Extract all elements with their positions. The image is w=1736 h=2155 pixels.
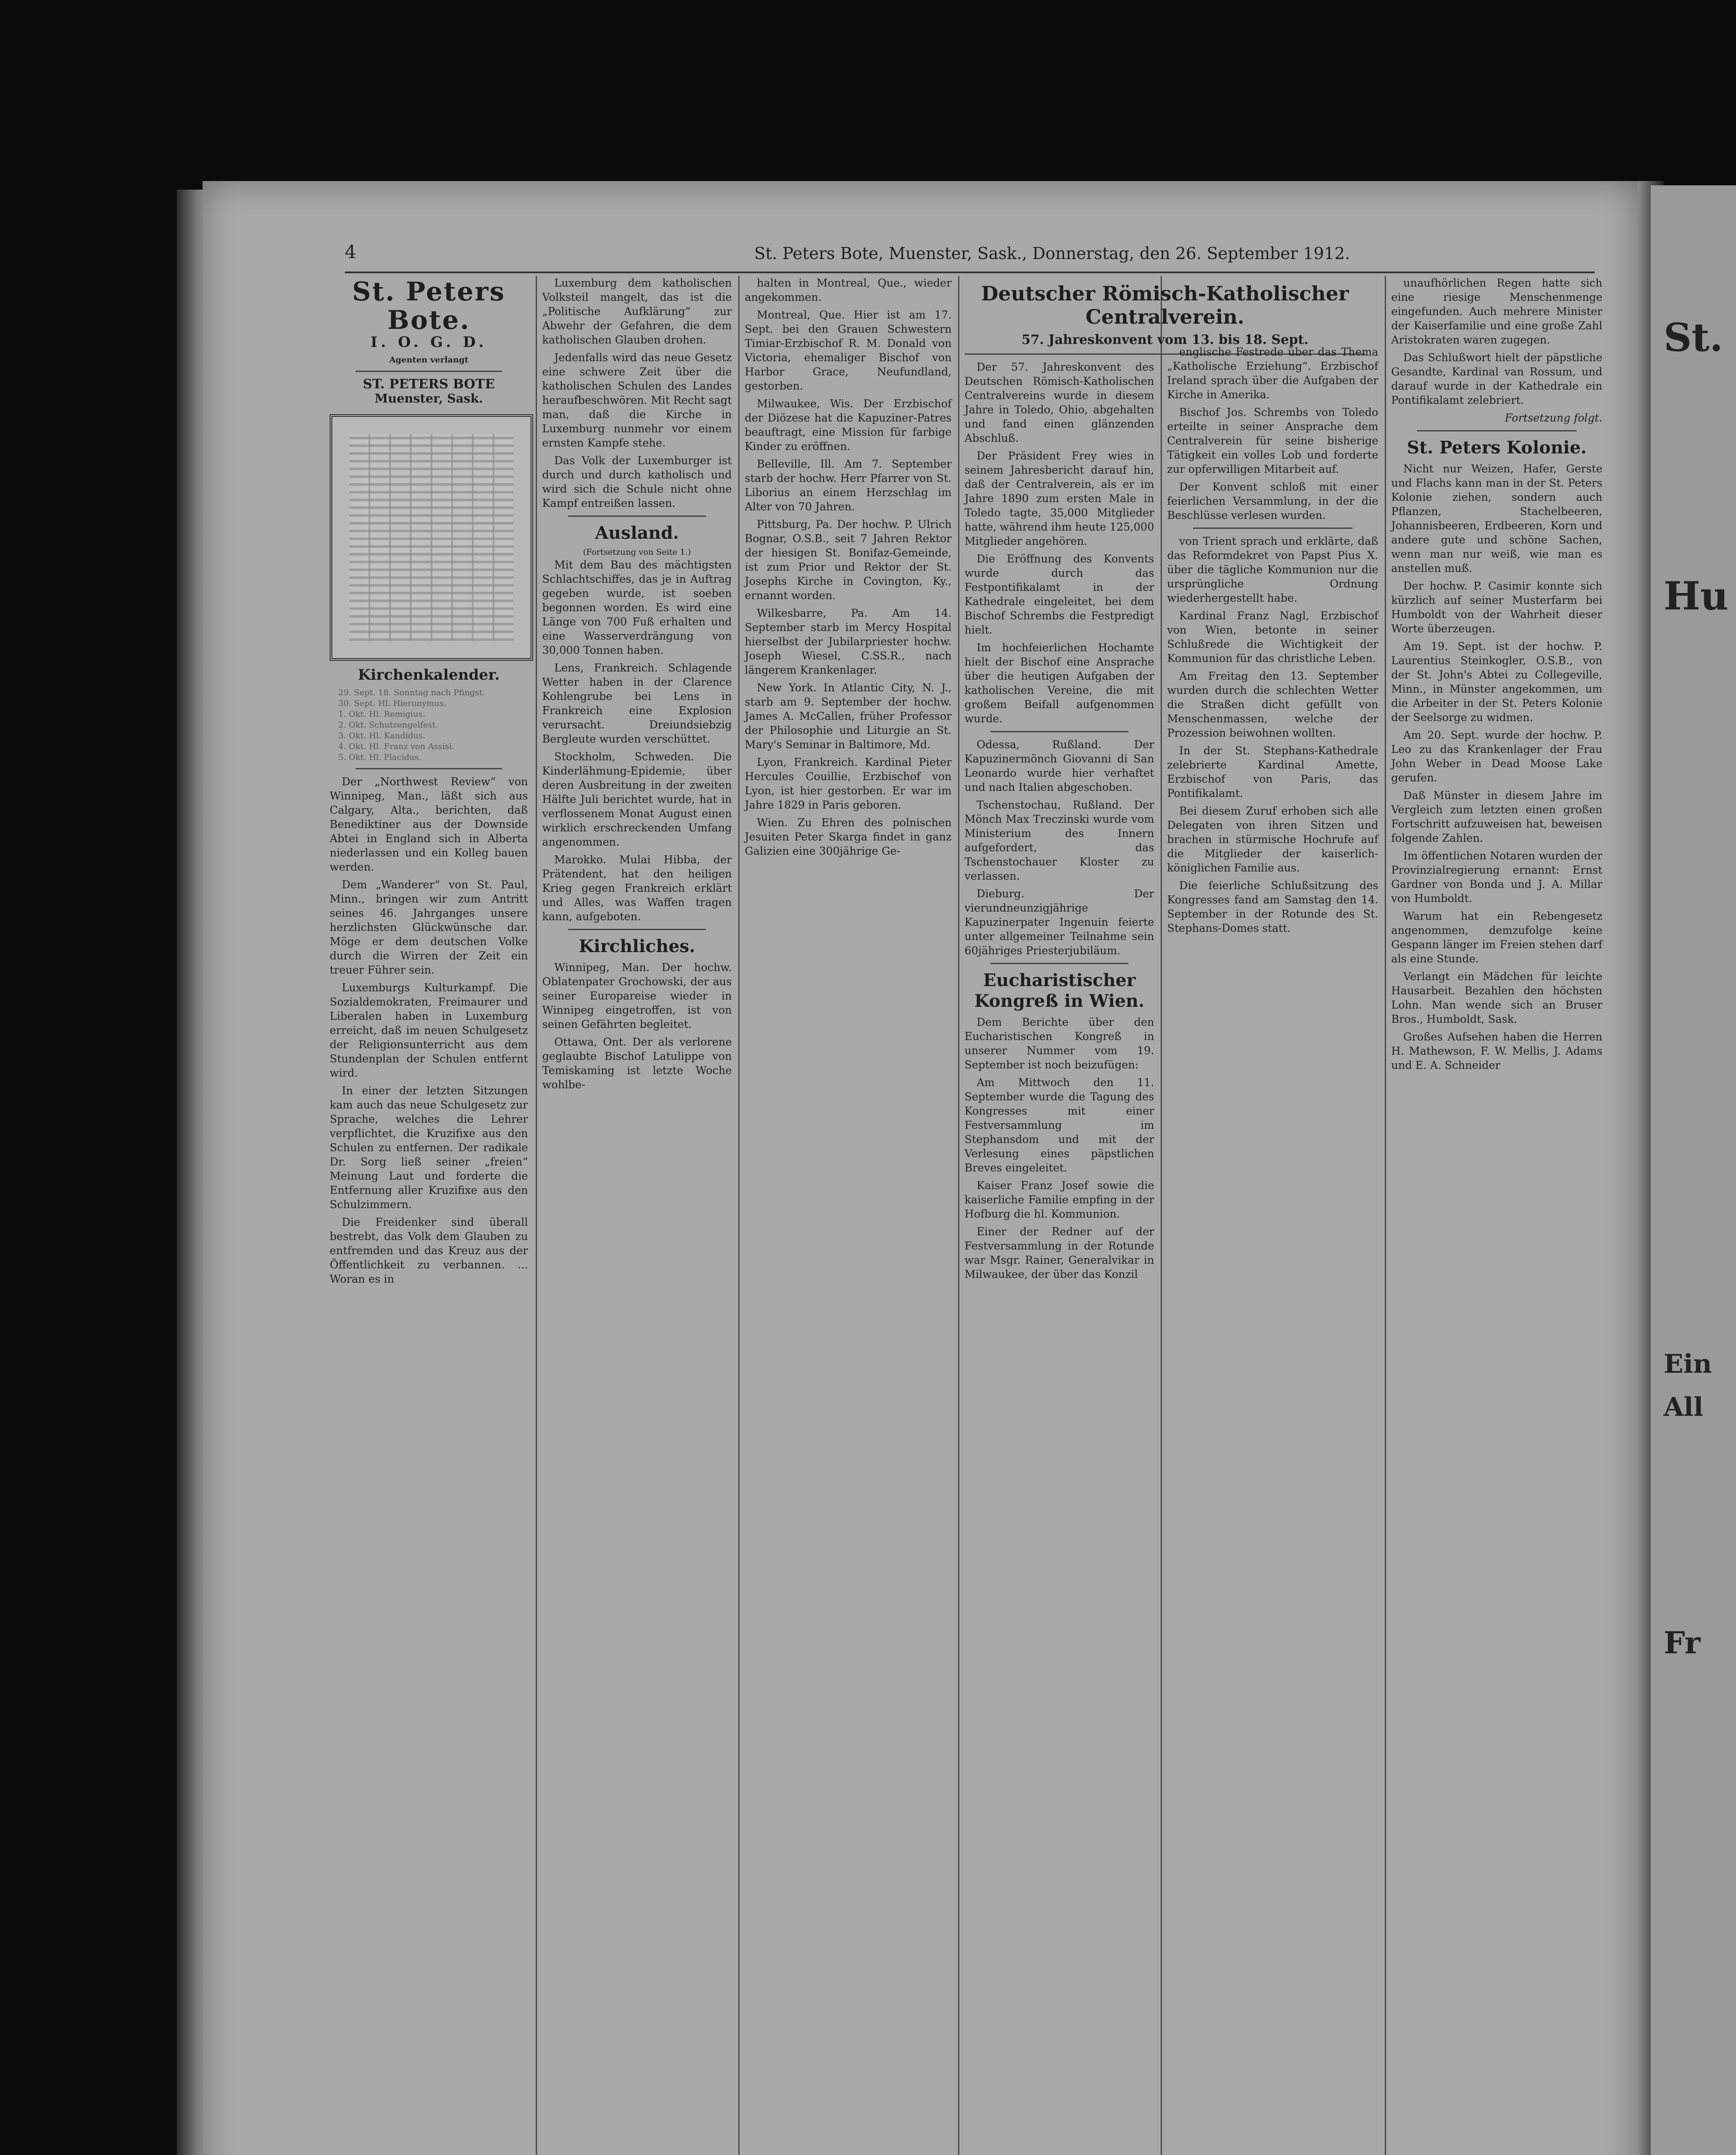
- article-paragraph: Verlangt ein Mädchen für leichte Hausarbeit. Bezahlen den höchsten Lohn. Man wende sich an Bruser Bros., Humboldt, Sask.: [1391, 970, 1602, 1025]
- article-paragraph: Dem „Wanderer“ von St. Paul, Minn., bringen wir zum Antritt seines 46. Jahrganges unsere herzlichsten Glückwünsche dar. Möge er dem deutschen Volke durch die Wirren der Zeit ein treuer Führer sein.: [330, 878, 528, 976]
- article-paragraph: Wien. Zu Ehren des polnischen Jesuiten Peter Skarga findet in ganz Galizien eine 300jährige Ge-: [745, 816, 952, 857]
- article-paragraph: Der Konvent schloß mit einer feierlichen Versammlung, in der die Beschlüsse verlesen wurden.: [1167, 481, 1378, 522]
- article-paragraph: Bei diesem Zuruf erhoben sich alle Delegaten von ihren Sitzen und brachen in stürmische Hochrufe auf die Mitglieder der kaiserlich-königlichen Familie aus.: [1167, 805, 1378, 874]
- calendar-entry: 3. Okt. Hl. Kandidus.: [338, 731, 425, 740]
- article-paragraph: Die feierliche Schlußsitzung des Kongresses fand am Samstag den 14. September in der Rotunde des St. Stephans-Domes statt.: [1167, 879, 1378, 934]
- adjacent-fragment: Fr: [1664, 1625, 1701, 1661]
- article-paragraph: Daß Münster in diesem Jahre im Vergleich zum letzten einen großen Fortschritt aufzuweisen hat, beweisen folgende Zahlen.: [1391, 789, 1602, 844]
- article-paragraph: Am 20. Sept. wurde der hochw. P. Leo zu das Krankenlager der Frau John Weber in Dead Moose Lake gerufen.: [1391, 729, 1602, 784]
- calendar-list: [338, 687, 528, 763]
- article-paragraph: Pittsburg, Pa. Der hochw. P. Ulrich Bognar, O.S.B., seit 7 Jahren Rektor der hiesigen St. Bonifaz-Gemeinde, ist zum Prior und Rektor der St. Josephs Kirche in Covington, Ky., ernannt worden.: [745, 518, 952, 602]
- article-paragraph: Das Volk der Luxemburger ist durch und durch katholisch und wird sich die Schule nicht ohne Kampf entreißen lassen.: [542, 454, 732, 509]
- calendar-entry: 1. Okt. Hl. Remigius.: [338, 709, 425, 719]
- article-paragraph: Einer der Redner auf der Festversammlung in der Rotunde war Msgr. Rainer, Generalvikar in Milwaukee, der über das Konzil: [965, 1225, 1154, 1281]
- article-paragraph: Die Eröffnung des Konvents wurde durch das Festpontifikalamt in der Kathedrale eingeleitet, bei dem Bischof Schrembs die Festpredigt hielt.: [965, 553, 1154, 636]
- article-paragraph: Montreal, Que. Hier ist am 17. Sept. bei den Grauen Schwestern Timiar-Erzbischof R. M. Donald von Victoria, ehemaliger Bischof von Harbor Grace, Neufundland, gestorben.: [745, 309, 952, 392]
- continued-note: (Fortsetzung von Seite 1.): [583, 547, 691, 557]
- adjacent-fragment: Ein: [1664, 1349, 1712, 1379]
- publisher-name: ST. PETERS BOTE: [363, 377, 495, 392]
- section-heading-kolonie: St. Peters Kolonie.: [1407, 437, 1587, 458]
- article-paragraph: Mit dem Bau des mächtigsten Schlachtschiffes, das je in Auftrag gegeben wurde, ist soeben begonnen worden. Es wird eine Länge von 700 Fuß erhalten und eine Wasserverdrängung von 30,000 Tonnen haben.: [542, 559, 732, 656]
- article-paragraph: Am Freitag den 13. September wurden durch die schlechten Wetter die Straßen dicht gefüllt von Menschenmassen, welche der Prozession beiwohnen wollten.: [1167, 670, 1378, 739]
- page-number: 4: [345, 241, 356, 262]
- calendar-entry: 29. Sept. 18. Sonntag nach Pfingst.: [338, 688, 485, 697]
- masthead-title: St. Peters Bote.: [352, 277, 506, 335]
- article-paragraph: Im hochfeierlichen Hochamte hielt der Bischof eine Ansprache über die heutigen Aufgaben der katholischen Vereine, die mit großem Beifall aufgenommen wurde.: [965, 641, 1154, 725]
- adjacent-fragment: Hu: [1664, 573, 1729, 619]
- article-paragraph: Lyon, Frankreich. Kardinal Pieter Hercules Couillie, Erzbischof von Lyon, ist hier gestorben. Er war im Jahre 1829 in Paris geboren.: [745, 756, 952, 811]
- adjacent-page: [1651, 185, 1736, 2155]
- article-paragraph: Am Mittwoch den 11. September wurde die Tagung des Kongresses mit einer Festversammlung im Stephansdom und mit der Verlesung eines päpstlichen Breves eingeleitet.: [965, 1076, 1154, 1174]
- article-paragraph: Stockholm, Schweden. Die Kinderlähmung-Epidemie, über deren Ausbreitung in der zweiten Hälfte Juli berichtet wurde, hat in verflossenem Monat August einen wirklich erschreckenden Umfang angenommen.: [542, 750, 732, 848]
- article-paragraph: Marokko. Mulai Hibba, der Prätendent, hat den heiligen Krieg gegen Frankreich erklärt und Alles, was Waffen tragen kann, aufgeboten.: [542, 853, 732, 923]
- column-3: [745, 276, 952, 2155]
- article-paragraph: In der St. Stephans-Kathedrale zelebrierte Kardinal Amette, Erzbischof von Paris, das Pontifikalamt.: [1167, 744, 1378, 800]
- article-paragraph: Milwaukee, Wis. Der Erzbischof der Diözese hat die Kapuziner-Patres beauftragt, eine Mission für farbige Kinder zu eröffnen.: [745, 397, 952, 453]
- centralverein-headline: Deutscher Römisch-Katholischer Centralverein.: [981, 282, 1349, 328]
- article-paragraph: Luxemburgs Kulturkampf. Die Sozialdemokraten, Freimaurer und Liberalen haben in Luxemburg erreicht, daß im neuen Schulgesetz der Religionsunterricht aus dem Stundenplan der Schulen entfernt wird.: [330, 981, 528, 1079]
- calendar-entry: 4. Okt. Hl. Franz von Assisi.: [338, 742, 455, 751]
- calendar-heading: Kirchenkalender.: [358, 666, 500, 684]
- article-paragraph: unaufhörlichen Regen hatte sich eine riesige Menschenmenge eingefunden. Auch mehrere Minister der Kaiserfamilie und eine große Zahl Aristokraten waren zugegen.: [1391, 277, 1602, 346]
- article-paragraph: Luxemburg dem katholischen Volksteil mangelt, das ist die „Politische Aufklärung“ zur Abwehr der Gefahren, die dem katholischen Glauben drohen.: [542, 277, 732, 346]
- article-paragraph: Jedenfalls wird das neue Gesetz eine schwere Zeit über die katholischen Schulen des Landes heraufbeschwören. Mit Recht sagt man, daß die Kirche in Luxemburg nunmehr vor einem ernsten Kampfe stehe.: [542, 351, 732, 449]
- article-paragraph: New York. In Atlantic City, N. J., starb am 9. September der hochw. James A. McCallen, früher Professor der Philosophie und Liturgie an St. Mary's Seminar in Baltimore, Md.: [745, 681, 952, 751]
- article-paragraph: Bischof Jos. Schrembs von Toledo erteilte in seiner Ansprache dem Centralverein für seine bisherige Tätigkeit ein volles Lob und forderte zur opferwilligen Mitarbeit auf.: [1167, 406, 1378, 475]
- article-paragraph: Der 57. Jahreskonvent des Deutschen Römisch-Katholischen Centralvereins wurde in diesem Jahre in Toledo, Ohio, abgehalten und fand einen glänzenden Abschluß.: [965, 361, 1154, 444]
- article-paragraph: Odessa, Rußland. Der Kapuzinermönch Giovanni di San Leonardo wurde hier verhaftet und nach Italien abgeschoben.: [965, 738, 1154, 793]
- article-paragraph: Das Schlußwort hielt der päpstliche Gesandte, Kardinal van Rossum, und darauf wurde in der Kathedrale ein Pontifikalamt zelebriert.: [1391, 351, 1602, 406]
- article-paragraph: Kaiser Franz Josef sowie die kaiserliche Familie empfing in der Hofburg die hl. Kommunion.: [965, 1179, 1154, 1220]
- column-rule: [1161, 276, 1162, 2155]
- article-paragraph: Belleville, Ill. Am 7. September starb der hochw. Herr Pfarrer von St. Liborius an einem Herzschlag im Alter von 70 Jahren.: [745, 458, 952, 513]
- column-rule: [958, 276, 959, 2155]
- article-paragraph: Der Präsident Frey wies in seinem Jahresbericht darauf hin, daß der Centralverein, als er im Jahre 1890 zum ersten Male in Toledo tagte, 35,000 Mitglieder hatte, während ihm heute 125,000 Mitglieder angehören.: [965, 450, 1154, 547]
- column-6: [1391, 276, 1602, 2155]
- article-paragraph: Im öffentlichen Notaren wurden der Provinzialregierung ernannt: Ernst Gardner von Bonda und J. A. Millar von Humboldt.: [1391, 850, 1602, 905]
- column-2: [542, 276, 732, 2155]
- section-heading-eucharistic: Eucharistischer Kongreß in Wien.: [974, 970, 1145, 1011]
- article-paragraph: Großes Aufsehen haben die Herren H. Mathewson, F. W. Mellis, J. Adams und E. A. Schneider: [1391, 1031, 1602, 1071]
- calendar-entry: 2. Okt. Schutzengelfest.: [338, 720, 438, 730]
- section-heading-kirchliches: Kirchliches.: [578, 936, 696, 956]
- article-paragraph: Dieburg. Der vierundneunzigjährige Kapuzinerpater Ingenuin feierte unter allgemeiner Teilnahme sein 60jähriges Priesterjubiläum.: [965, 887, 1154, 957]
- article-paragraph: In einer der letzten Sitzungen kam auch das neue Schulgesetz zur Sprache, welches die Lehrer verpflichtet, die Kruzifixe aus den Schulen zu entfernen. Der radikale Dr. Sorg ließ seiner „freien“ Meinung Laut und forderte die Entfernung aller Kruzifixe aus den Schulzimmern.: [330, 1084, 528, 1211]
- calendar-entry: 5. Okt. Hl. Placidus.: [338, 753, 422, 762]
- article-paragraph: Lens, Frankreich. Schlagende Wetter haben in der Clarence Kohlengrube bei Lens in Frankreich eine Explosion verursacht. Dreiundsiebzig Bergleute wurden verschüttet.: [542, 662, 732, 745]
- masthead-sub: I. O. G. D.: [370, 334, 487, 351]
- article-paragraph: Kardinal Franz Nagl, Erzbischof von Wien, betonte in seiner Schlußrede die Wichtigkeit der Kommunion für das christliche Leben.: [1167, 609, 1378, 665]
- adjacent-fragment: All: [1664, 1392, 1704, 1422]
- article-paragraph: Die Freidenker sind überall bestrebt, das Volk dem Glauben zu entfremden und das Kreuz aus der Öffentlichkeit zu verbannen. ... Woran es in: [330, 1216, 528, 1285]
- running-head: [345, 241, 1595, 273]
- column-5: [1167, 345, 1378, 2155]
- article-paragraph: Nicht nur Weizen, Hafer, Gerste und Flachs kann man in der St. Peters Kolonie ziehen, sondern auch Pflanzen, Stachelbeeren, Johannisbeeren, Erdbeeren, Korn und andere gute und schöne Sachen, wenn man nur weiß, wie man es anstellen muß.: [1391, 462, 1602, 575]
- column-rule: [738, 276, 740, 2155]
- article-paragraph: von Trient sprach und erklärte, daß das Reformdekret von Papst Pius X. über die tägliche Kommunion nur die ursprüngliche Ordnung wiederhergestellt habe.: [1167, 535, 1378, 604]
- calendar-illustration: [330, 414, 533, 661]
- adjacent-fragment: St.: [1664, 315, 1723, 360]
- article-paragraph: Ottawa, Ont. Der als verlorene geglaubte Bischof Latulippe von Temiskaming ist letzte Woche wohlbe-: [542, 1036, 732, 1091]
- column-rule: [1385, 276, 1386, 2155]
- continued-note: Fortsetzung folgt.: [1505, 412, 1602, 424]
- article-paragraph: Warum hat ein Rebengesetz angenommen, demzufolge keine Gespann länger im Freien stehen darf als eine Stunde.: [1391, 910, 1602, 965]
- article-paragraph: Am 19. Sept. ist der hochw. P. Laurentius Steinkogler, O.S.B., von der St. John's Abtei zu Collegeville, Minn., in Münster angekommen, um die Arbeiter in der St. Peters Kolonie der Seelsorge zu widmen.: [1391, 640, 1602, 724]
- article-paragraph: Wilkesbarre, Pa. Am 14. September starb im Mercy Hospital hierselbst der Jubilarpriester hochw. Joseph Wiesel, C.SS.R., nach längerem Krankenlager.: [745, 607, 952, 676]
- column-1: [330, 276, 528, 2155]
- agents-heading: Agenten verlangt: [389, 355, 468, 365]
- column-rule: [536, 276, 537, 2155]
- publisher-place: Muenster, Sask.: [375, 391, 483, 406]
- article-paragraph: halten in Montreal, Que., wieder angekommen.: [745, 277, 952, 303]
- section-heading-ausland: Ausland.: [595, 523, 679, 543]
- article-paragraph: Der hochw. P. Casimir konnte sich kürzlich auf seiner Musterfarm bei Humboldt von der Wahrheit dieser Worte überzeugen.: [1391, 580, 1602, 635]
- article-paragraph: Dem Berichte über den Eucharistischen Kongreß in unserer Nummer vom 19. September ist noch beizufügen:: [965, 1016, 1154, 1071]
- centralverein-subheadline: 57. Jahreskonvent vom 13. bis 18. Sept.: [1021, 332, 1308, 347]
- date-line: St. Peters Bote, Muenster, Sask., Donnerstag, den 26. September 1912.: [754, 244, 1350, 263]
- article-paragraph: Der „Northwest Review“ von Winnipeg, Man., läßt sich aus Calgary, Alta., berichten, daß Benediktiner aus der Downside Abtei in England sich in Alberta niederlassen und ein Kolleg bauen werden.: [330, 775, 528, 873]
- article-paragraph: Tschenstochau, Rußland. Der Mönch Max Treczinski wurde vom Ministerium des Innern aufgefordert, das Tschenstochauer Kloster zu verlassen.: [965, 799, 1154, 882]
- article-paragraph: Winnipeg, Man. Der hochw. Oblatenpater Grochowski, der aus seiner Europareise wieder in Winnipeg eingetroffen, ist von seinen Gefährten begleitet.: [542, 961, 732, 1031]
- article-paragraph: englische Festrede über das Thema „Katholische Erziehung“. Erzbischof Ireland sprach über die Aufgaben der Kirche in Amerika.: [1167, 346, 1378, 401]
- calendar-entry: 30. Sept. Hl. Hieronymus.: [338, 699, 446, 708]
